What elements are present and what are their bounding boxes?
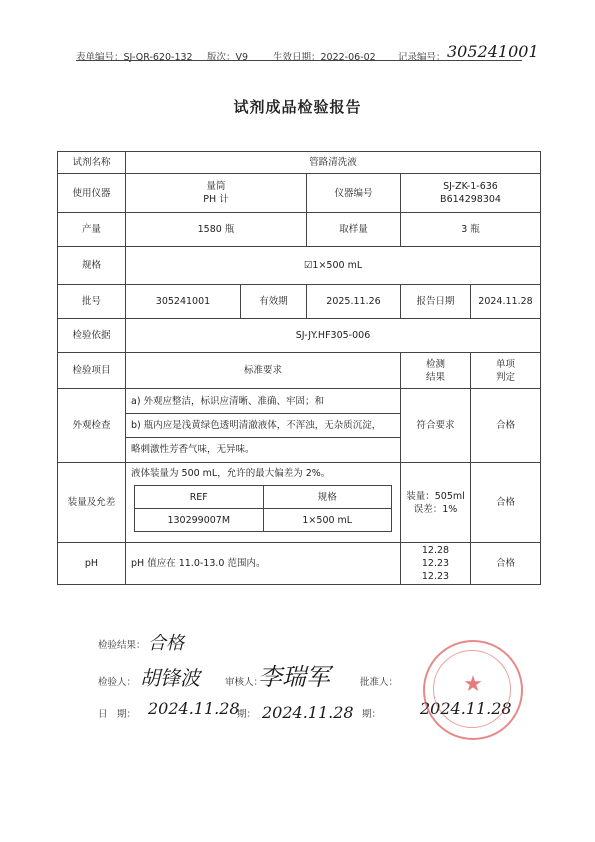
conclusion-label: 检验结果： — [98, 640, 146, 651]
col-item: 检验项目 — [58, 353, 126, 389]
spec-label: 规格 — [58, 247, 126, 285]
ph-result-3: 12.23 — [421, 571, 450, 582]
filling-judgement: 合格 — [471, 463, 541, 543]
company-seal — [423, 640, 523, 740]
ref-label: REF — [135, 486, 264, 509]
batch-label: 批号 — [58, 285, 126, 319]
output-row — [58, 213, 541, 247]
reviewer-date: 2024.11.28 — [262, 703, 354, 722]
page-title: 试剂成品检验报告 — [233, 98, 362, 116]
col-judgement-2: 判定 — [496, 371, 516, 383]
sample-value: 3 瓶 — [401, 213, 541, 247]
ph-result-2: 12.23 — [421, 558, 450, 569]
expiry-label: 有效期 — [241, 285, 307, 319]
filling-item: 装量及允差 — [58, 463, 126, 543]
appearance-row — [58, 389, 541, 463]
reagent-name-label: 试剂名称 — [58, 152, 126, 174]
appearance-standard-b1: b) 瓶内应是浅黄绿色透明清澈液体，不浑浊，无杂质沉淀， — [126, 414, 400, 438]
ref-spec-value: 1×500 mL — [263, 509, 392, 532]
column-header-row — [58, 353, 541, 389]
ph-judgement: 合格 — [471, 543, 541, 585]
form-number: 表单编号：SJ-QR-620-132 — [76, 52, 193, 63]
approver-date: 2024.11.28 — [420, 699, 512, 718]
approver-date-label: 期： — [362, 709, 382, 720]
record-number-label: 记录编号： — [398, 52, 446, 63]
instrument-row — [58, 174, 541, 213]
output-label: 产量 — [58, 213, 126, 247]
reviewer-label: 审核人： — [225, 677, 264, 688]
report-date-label: 报告日期 — [401, 285, 471, 319]
reagent-name-value: 管路清洗液 — [126, 152, 541, 174]
report-table — [57, 151, 541, 585]
record-number-handwritten: 305241001 — [447, 42, 539, 61]
col-judgement-1: 单项 — [496, 358, 516, 370]
ph-standard: pH 值应在 11.0-13.0 范围内。 — [126, 543, 401, 585]
basis-label: 检验依据 — [58, 319, 126, 353]
col-result-2: 结果 — [425, 371, 445, 383]
instrument-label: 使用仪器 — [58, 174, 126, 213]
filling-result-1: 装量：505ml — [406, 490, 465, 502]
output-value: 1580 瓶 — [126, 213, 307, 247]
filling-ref-table — [134, 485, 392, 532]
batch-row — [58, 285, 541, 319]
reviewer-signature: 李瑞军 — [258, 663, 330, 691]
approver-label: 批准人： — [360, 677, 399, 688]
ph-row — [58, 543, 541, 585]
col-standard: 标准要求 — [126, 353, 401, 389]
filling-row — [58, 463, 541, 543]
spec-value: ☑1×500 mL — [126, 247, 541, 285]
reagent-name-row — [58, 152, 541, 174]
instrument-no-label: 仪器编号 — [307, 174, 401, 213]
expiry-value: 2025.11.26 — [307, 285, 401, 319]
appearance-standard-a: a) 外观应整洁，标识应清晰、准确、牢固；和 — [126, 390, 400, 414]
instrument-name-2: PH 计 — [203, 194, 229, 205]
inspector-signature: 胡锋波 — [140, 666, 200, 690]
inspector-label: 检验人： — [98, 677, 137, 688]
instrument-no-1: SJ-ZK-1-636 — [443, 181, 498, 192]
appearance-result: 符合要求 — [401, 389, 471, 463]
filling-standard: 液体装量为 500 mL，允许的最大偏差为 2%。 — [131, 468, 331, 479]
version: 版次：V9 — [207, 52, 249, 63]
appearance-standard-b2: 略刺激性芳香气味，无异味。 — [131, 444, 255, 455]
seal-star-icon: ★ — [463, 672, 483, 697]
inspector-date: 2024.11.28 — [148, 699, 240, 718]
reviewer-date-label: 期： — [237, 709, 257, 720]
date-label: 日 期： — [98, 709, 137, 720]
header-divider — [76, 60, 522, 61]
appearance-judgement: 合格 — [471, 389, 541, 463]
filling-result-2: 误差：1% — [413, 503, 458, 515]
spec-row — [58, 247, 541, 285]
sample-label: 取样量 — [307, 213, 401, 247]
ref-spec-label: 规格 — [263, 486, 392, 509]
ref-value: 130299007M — [135, 509, 264, 532]
basis-value: SJ-JY.HF305-006 — [126, 319, 541, 353]
instrument-no-2: B614298304 — [440, 194, 501, 205]
effective-date: 生效日期：2022-06-02 — [273, 52, 376, 63]
instrument-name-1: 量筒 — [206, 181, 226, 192]
appearance-item: 外观检查 — [58, 389, 126, 463]
ph-item: pH — [58, 543, 126, 585]
batch-value: 305241001 — [126, 285, 241, 319]
conclusion-handwritten: 合格 — [148, 633, 184, 654]
col-result-1: 检测 — [425, 358, 445, 370]
ph-result-1: 12.28 — [421, 545, 450, 556]
basis-row — [58, 319, 541, 353]
report-date-value: 2024.11.28 — [471, 285, 541, 319]
